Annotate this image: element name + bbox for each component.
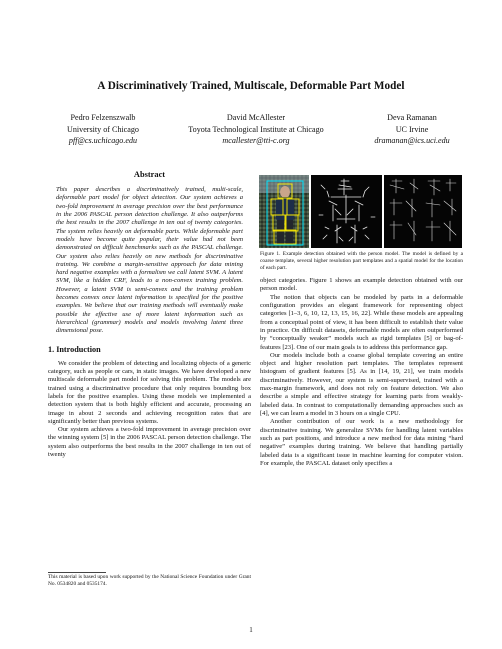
intro-paragraph-2: Our system achieves a two-fold improvement in average precision over the winning system [5] in the 2006 PASCAL person detection challenge. The system also outperforms the best results in the 2007 challenge in ten out of twenty xyxy=(48,426,251,459)
left-column xyxy=(48,170,251,459)
author-email: dramanan@ics.uci.edu xyxy=(374,136,450,146)
paper-title: A Discriminatively Trained, Multiscale, Deformable Part Model xyxy=(97,80,405,92)
page-number: 1 xyxy=(249,626,253,634)
author-block-3 xyxy=(330,112,494,147)
author-name: Deva Ramanan xyxy=(387,113,437,122)
intro-paragraph-right-2: The notion that objects can be modeled by parts in a deformable configuration provides an elegant framework for representing object categories [1–3, 6, 10, 12, 13, 15, 16, 22]. While these models are appealing from a conceptual point of view, it has been difficult to establish their value in practice. On difficult datasets, deformable models are often outperformed by “conceptually weaker” models such as rigid templates [5] or bag-of-features [23]. One of our main goals is to address this performance gap. xyxy=(260,293,463,351)
author-name: Pedro Felzenszwalb xyxy=(70,113,136,122)
intro-paragraph-1: We consider the problem of detecting and localizing objects of a generic category, such as people or cars, in static images. We have developed a new multiscale deformable part model for solving this problem. The models are trained using a discriminative procedure that only requires bounding box labels for the positive examples. Using these models we implemented a detection system that is both highly efficient and accurate, processing an image in about 2 seconds and achieving recognition rates that are significantly better than previous systems. xyxy=(48,359,251,425)
figure-1-caption: Figure 1. Example detection obtained with the person model. The model is defined by a coarse template, several higher resolution part templates and a spatial model for the location of each part. xyxy=(260,251,463,272)
author-affiliation: Toyota Technological Institute at Chicago xyxy=(188,124,324,134)
footnote-rule xyxy=(48,572,106,573)
author-affiliation: University of Chicago xyxy=(67,124,139,134)
author-block-1 xyxy=(28,112,178,147)
figure-1 xyxy=(259,175,462,248)
footnote: This material is based upon work supported by the National Science Foundation under Grant No. 0534820 and 0535174. xyxy=(48,574,251,587)
author-name: David McAllester xyxy=(226,113,286,122)
intro-paragraph-right-3: Our models include both a coarse global template covering an entire object and higher resolution part templates. The templates represent histogram of gradient features [5]. As in [14, 19, 21], we train models discriminatively. However, our system is semi-supervised, trained with a max-margin framework, and does not rely on feature detection. We also describe a simple and effective strategy for learning parts from weakly-labeled data. In contrast to computationally demanding approaches such as [4], we can learn a model in 3 hours on a single CPU. xyxy=(260,351,463,417)
intro-paragraph-right-4: Another contribution of our work is a new methodology for discriminative training. We generalize SVMs for handling latent variables such as part positions, and introduce a new method for data mining “hard negative” examples during training. We believe that handling partially labeled data is a significant issue in machine learning for computer vision. For example, the PASCAL dataset only specifies a xyxy=(260,418,463,467)
intro-paragraph-right-1: object categories. Figure 1 shows an example detection obtained with our person model. xyxy=(260,277,463,293)
author-email: pff@cs.uchicago.edu xyxy=(68,136,138,146)
author-affiliation: UC Irvine xyxy=(395,124,429,134)
part-filters-graphic xyxy=(384,175,462,248)
author-email: mcallester@tti-c.org xyxy=(222,136,290,146)
right-column xyxy=(260,277,463,468)
detection-photo-graphic xyxy=(259,175,309,248)
author-block-2 xyxy=(164,112,348,147)
root-filter-graphic xyxy=(311,175,382,248)
detection-photo xyxy=(259,175,309,248)
abstract-text: This paper describes a discriminatively trained, multi-scale, deformable part model for object detection. Our system achieves a two-fold improvement in average precision over the best performance in the 2006 PASCAL person detection challenge. It also outperforms the best results in the 2007 challenge in ten out of twenty categories. The system relies heavily on deformable parts. While deformable part models have become quite popular, their value had not been demonstrated on difficult benchmarks such as the PASCAL challenge. Our system also relies heavily on new methods for discriminative training. We combine a margin-sensitive approach for data mining hard negative examples with a formalism we call latent SVM. A latent SVM, like a hidden CRF, leads to a non-convex training problem. However, a latent SVM is semi-convex and the training problem becomes convex once latent information is specified for the positive examples. We believe that our training methods will eventually make possible the effective use of more latent information such as hierarchical (grammar) models and models involving latent three dimensional pose. xyxy=(56,186,243,335)
abstract-heading: Abstract xyxy=(133,170,166,179)
root-filter-visualization xyxy=(311,175,382,248)
part-filters-visualization xyxy=(384,175,462,248)
section-heading-introduction: 1. Introduction xyxy=(48,344,101,354)
